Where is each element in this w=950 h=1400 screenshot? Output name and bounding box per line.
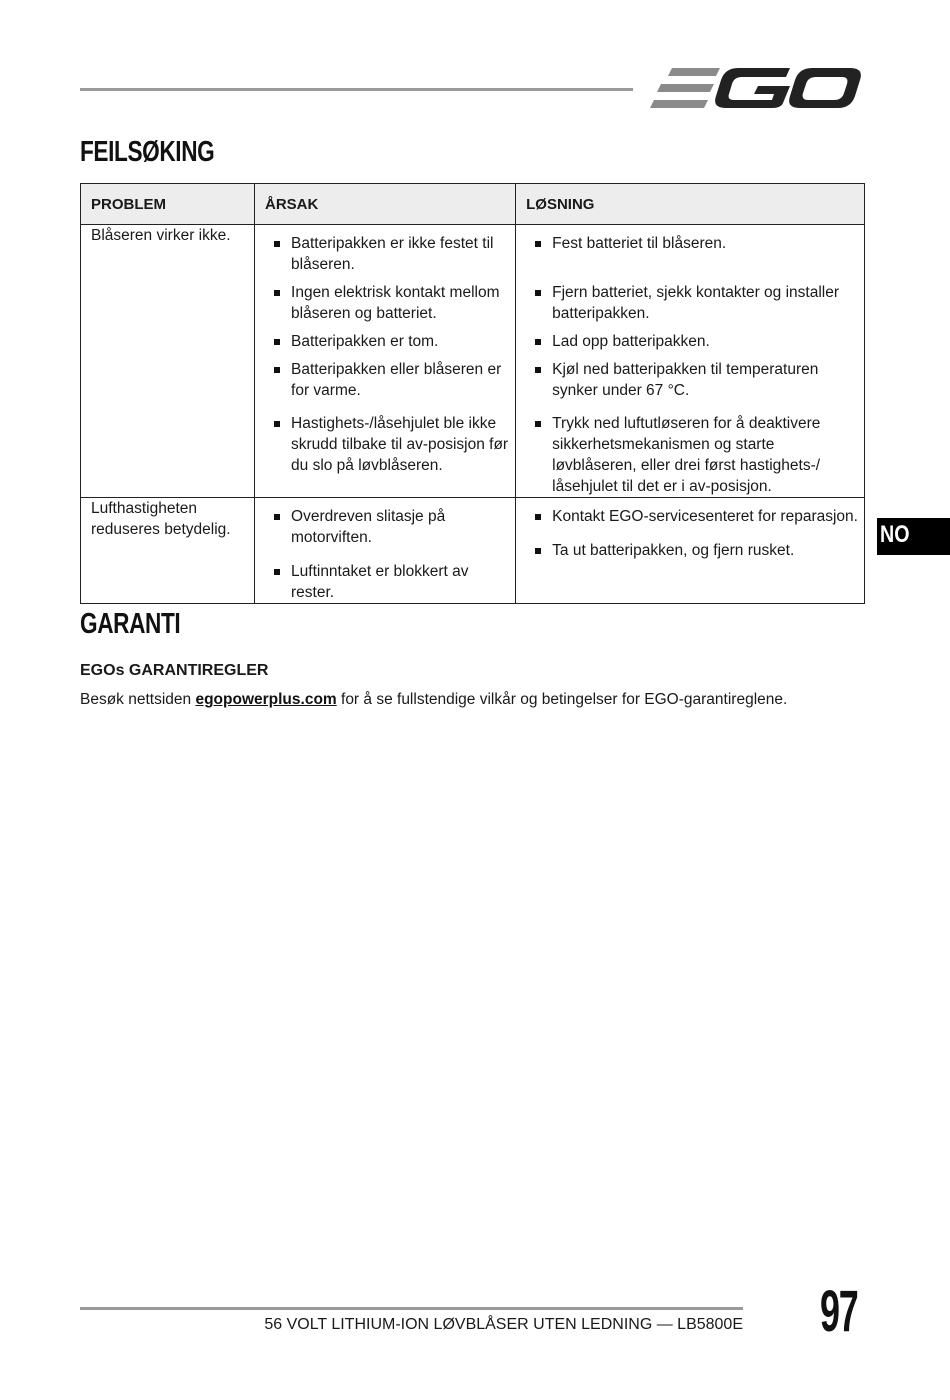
list-item: Kjøl ned batteripakken til temperaturen synker under 67 °C.: [532, 359, 858, 401]
list-item: Kontakt EGO-servicesenteret for reparasjon.: [532, 506, 858, 527]
footer-rule: [80, 1307, 743, 1310]
page-number: 97: [820, 1279, 858, 1344]
problem-cell: Lufthastigheten reduseres betydelig.: [81, 498, 255, 604]
troubleshooting-title: FEILSØKING: [80, 136, 215, 168]
problem-cell: Blåseren virker ikke.: [81, 225, 255, 498]
language-tab: [877, 518, 950, 555]
column-header-cause: ÅRSAK: [255, 184, 516, 225]
list-item: Hastighets-/låsehjulet ble ikke skrudd tilbake til av-posisjon før du slo på løvblåseren.: [271, 413, 509, 476]
solution-cell: [516, 498, 865, 604]
table-header-row: [81, 184, 865, 225]
table-row: [81, 225, 865, 498]
list-item: Batteripakken eller blåseren er for varme.: [271, 359, 509, 401]
list-item: Ingen elektrisk kontakt mellom blåseren og batteriet.: [271, 282, 509, 324]
column-header-problem: PROBLEM: [81, 184, 255, 225]
footer-product-title: 56 VOLT LITHIUM-ION LØVBLÅSER UTEN LEDNING — LB5800E: [264, 1316, 743, 1333]
table-row: [81, 498, 865, 604]
list-item: Batteripakken er tom.: [271, 331, 509, 352]
list-item: Overdreven slitasje på motorviften.: [271, 506, 509, 548]
header-rule: [80, 88, 633, 91]
ego-logo: [650, 62, 862, 114]
list-item: Fjern batteriet, sjekk kontakter og installer batteripakken.: [532, 282, 858, 324]
list-item: Batteripakken er ikke festet til blåseren.: [271, 233, 509, 275]
warranty-text-after: for å se fullstendige vilkår og betingelser for EGO-garantireglene.: [336, 691, 788, 708]
cause-cell: [255, 225, 516, 498]
list-item: Ta ut batteripakken, og fjern rusket.: [532, 540, 858, 561]
column-header-solution: LØSNING: [516, 184, 865, 225]
list-item: Fest batteriet til blåseren.: [532, 233, 858, 254]
warranty-subheading: EGOs GARANTIREGLER: [80, 662, 269, 679]
language-tab-label: NO: [880, 521, 910, 548]
cause-cell: [255, 498, 516, 604]
list-item: Luftinntaket er blokkert av rester.: [271, 561, 509, 603]
warranty-title: GARANTI: [80, 608, 181, 640]
solution-cell: [516, 225, 865, 498]
warranty-text-before: Besøk nettsiden: [80, 691, 196, 708]
troubleshooting-table: [80, 183, 865, 604]
list-item: Trykk ned luftutløseren for å deaktivere sikkerhetsmekanismen og starte løvblåseren, eller drei først hastighets-/ låsehjulet til det er i av-posisjon.: [532, 413, 858, 497]
warranty-link[interactable]: egopowerplus.com: [195, 691, 337, 708]
list-item: Lad opp batteripakken.: [532, 331, 858, 352]
warranty-text: [80, 691, 787, 709]
